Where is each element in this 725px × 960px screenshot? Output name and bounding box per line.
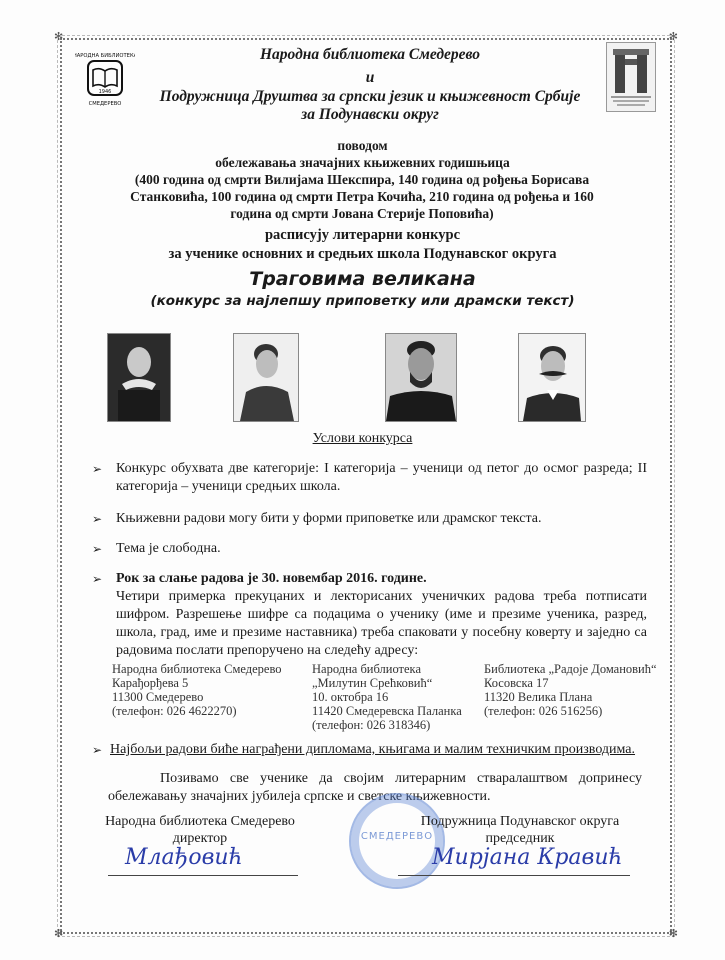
- address-block-palanka: Народна библиотека „Милутин Срећковић“ 10. октобра 16 11420 Смедеревска Паланка (телефон: 026 318346): [312, 662, 462, 732]
- occasion-title: обележавања значајних књижевних годишњица: [215, 155, 510, 170]
- svg-text:1946: 1946: [98, 89, 112, 95]
- arrow-bullet-icon: ➢: [92, 743, 103, 757]
- organizer-1: Народна библиотека Смедерево: [260, 46, 480, 63]
- contest-subtitle: (конкурс за најлепшу приповетку или драмски текст): [150, 293, 575, 309]
- arrow-bullet-icon: ➢: [92, 542, 103, 556]
- prizes-text: Најбољи радови биће награђени дипломама, књигама и малим техничким производима.: [110, 742, 636, 757]
- invitation-paragraph: Позивамо све ученике да својим литерарним стваралаштвом допринесу обележавању значајних јубилеја српске и светске књижевности.: [108, 771, 642, 804]
- signature-line: [398, 875, 630, 876]
- organizer-2-region: за Подунавски округ: [301, 106, 439, 123]
- contest-title: Траговима великана: [249, 268, 476, 290]
- conditions-title: Услови конкурса: [312, 431, 413, 446]
- deadline-text: Рок за слање радова је 30. новембар 2016. године.: [116, 571, 427, 586]
- svg-text:СМЕДЕРЕВО: СМЕДЕРЕВО: [88, 101, 122, 107]
- border-corner-ornament: ✻: [54, 31, 64, 43]
- announcement-line-1: расписују литерарни конкурс: [264, 227, 461, 243]
- portrait-stankovic: [385, 333, 457, 422]
- signatory-org: Народна библиотека Смедерево: [105, 814, 295, 829]
- signature-block-right: [405, 813, 635, 847]
- border-corner-ornament: ✻: [668, 928, 678, 940]
- arrow-bullet-icon: ➢: [92, 462, 103, 476]
- address-block-velika-plana: Библиотека „Радоје Домановић“ Косовска 17 11320 Велика Плана (телефон: 026 516256): [484, 662, 657, 718]
- condition-item: ➢ Тема је слободна.: [92, 541, 221, 556]
- signature-line: [108, 875, 298, 876]
- arrow-bullet-icon: ➢: [92, 512, 103, 526]
- prizes-item: [92, 741, 647, 759]
- signatory-org: Подружница Подунавског округа: [420, 814, 620, 829]
- announcement-line-2: за ученике основних и средњих школа Подунавског округа: [168, 246, 557, 262]
- occasion-details: (400 година од смрти Вилијама Шекспира, 140 година од рођења Борисава Станковића, 100 година од смрти Петра Кочића, 210 година од рођења и 160 година од смрти Јована Стерије Поповића): [130, 172, 594, 221]
- address-block-smederevo: Народна библиотека Смедерево Карађорђева 5 11300 Смедерево (телефон: 026 4622270): [112, 662, 282, 718]
- svg-text:НАРОДНА БИБЛИОТЕКА: НАРОДНА БИБЛИОТЕКА: [75, 53, 135, 59]
- society-logo: [606, 42, 656, 112]
- arrow-bullet-icon: ➢: [92, 572, 103, 586]
- official-stamp: СМЕДЕРЕВО: [349, 793, 445, 889]
- library-logo: [75, 48, 135, 108]
- condition-item: ➢ Књижевни радови могу бити у форми приповетке или драмског текста.: [92, 511, 542, 526]
- portrait-sterija: [233, 333, 299, 422]
- organizer-conjunction: и: [365, 69, 375, 86]
- occasion-intro: поводом: [337, 138, 388, 153]
- handwritten-signature-right: Мирjана Кравић: [432, 845, 623, 870]
- portrait-shakespeare: [107, 333, 171, 422]
- condition-deadline: [92, 570, 647, 660]
- border-corner-ornament: ✻: [54, 928, 64, 940]
- border-corner-ornament: ✻: [668, 31, 678, 43]
- signature-block-left: [100, 813, 300, 847]
- condition-item: ➢ Конкурс обухвата две категорије: I категорија – ученици од петог до осмог разреда; II категорија – ученици средњих школа.: [92, 461, 647, 494]
- handwritten-signature-left: Mлађовић: [125, 845, 243, 870]
- signatory-role: председник: [485, 831, 555, 846]
- announcement: [100, 226, 625, 264]
- organizer-2: Подружница Друштва за српски језик и књижевност Србије: [159, 88, 581, 105]
- signatory-role: директор: [172, 831, 228, 846]
- portrait-kocic: [518, 333, 586, 422]
- submission-instructions: Четири примерка прекуцаних и лекторисаних ученичких радова треба потписати шифром. Разрешење шифре са подацима о ученику (име и презиме ученика, разред, школа, град, име и презиме наставника) треба спаковати у посебну коверту и заједно са радовима послати препоручено на следећу адресу:: [116, 589, 647, 658]
